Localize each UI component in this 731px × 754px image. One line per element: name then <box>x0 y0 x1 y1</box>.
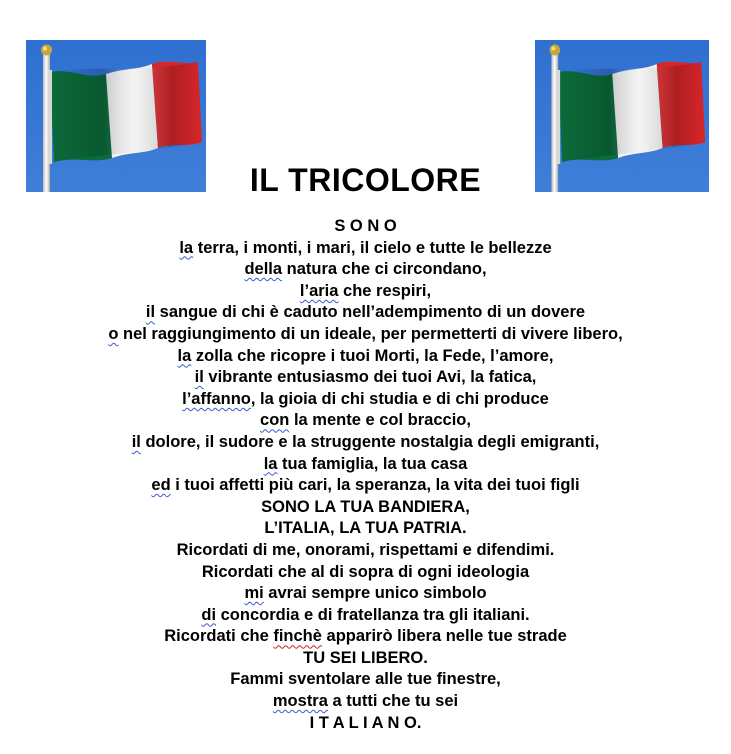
poem-text: L’ITALIA, LA TUA PATRIA. <box>264 519 467 538</box>
poem-line <box>0 713 731 735</box>
spellcheck-word: la <box>177 346 192 365</box>
poem-line <box>0 691 731 713</box>
spellcheck-word: il <box>194 368 204 387</box>
poem-line <box>0 540 731 562</box>
poem-line <box>0 518 731 540</box>
poem-text: I T A L I A N O. <box>309 713 422 732</box>
poem-line <box>0 475 731 497</box>
poem-line <box>0 238 731 260</box>
poem-text: dolore, il sudore e la struggente nostalgia degli emigranti, <box>140 432 600 451</box>
spellcheck-word: l’affanno <box>182 389 251 408</box>
page-title: IL TRICOLORE <box>249 162 482 198</box>
poem-line <box>0 454 731 476</box>
poem-text: S O N O <box>334 217 397 235</box>
spellcheck-word: il <box>131 432 141 451</box>
poem-line <box>0 367 731 389</box>
spellcheck-word: di <box>201 605 217 624</box>
poem-line <box>0 626 731 648</box>
spellcheck-word: finchè <box>273 627 322 646</box>
poem-text: vibrante entusiasmo dei tuoi Avi, la fatica, <box>203 368 537 387</box>
spellcheck-word: il <box>145 303 156 322</box>
poem-text: SONO LA TUA BANDIERA, <box>261 497 470 516</box>
poem-line <box>0 259 731 281</box>
poem-text: tua famiglia, la tua casa <box>277 454 468 473</box>
poem-line <box>0 302 731 324</box>
poem-text: concordia e di fratellanza tra gli italiani. <box>216 605 530 624</box>
poem-body <box>0 216 731 734</box>
poem-text: terra, i monti, i mari, il cielo e tutte le bellezze <box>193 238 552 257</box>
spellcheck-word: mostra <box>272 692 328 711</box>
poem-line <box>0 410 731 432</box>
poem-text: Ricordati di me, onorami, rispettami e difendimi. <box>176 540 555 559</box>
poem-line <box>0 389 731 411</box>
poem-text: Ricordati che al di sopra di ogni ideologia <box>201 562 530 581</box>
spellcheck-word: ed <box>151 476 171 495</box>
poem-text: nel raggiungimento di un ideale, per permetterti di vivere libero, <box>118 324 623 343</box>
spellcheck-word: o <box>108 324 119 343</box>
poem-text: che respiri, <box>338 281 432 300</box>
poem-text: i tuoi affetti più cari, la speranza, la vita dei tuoi figli <box>170 476 580 495</box>
poem-line <box>0 669 731 691</box>
poem-line <box>0 648 731 670</box>
poem-line <box>0 562 731 584</box>
poem-text: a tutti che tu sei <box>327 692 459 711</box>
spellcheck-word: mi <box>244 584 264 603</box>
poem-text: sangue di chi è caduto nell’adempimento di un dovere <box>155 303 586 322</box>
spellcheck-word: la <box>179 238 194 257</box>
poem-text: Fammi sventolare alle tue finestre, <box>230 670 501 689</box>
poem-text: zolla che ricopre i tuoi Morti, la Fede, l’amore, <box>191 346 554 365</box>
poem-line <box>0 324 731 346</box>
spellcheck-word: l’aria <box>299 281 339 300</box>
poem-text: Ricordati che <box>164 627 274 646</box>
spellcheck-word: con <box>260 411 290 430</box>
poem-line <box>0 583 731 605</box>
poem-text: natura che ci circondano, <box>282 260 487 279</box>
poem-text: avrai sempre unico simbolo <box>263 584 487 603</box>
poem-line <box>0 281 731 303</box>
poem-line <box>0 497 731 519</box>
poem-text: , la gioia di chi studia e di chi produce <box>250 389 549 408</box>
poem-line <box>0 432 731 454</box>
poem-line <box>0 346 731 368</box>
spellcheck-word: la <box>263 454 278 473</box>
poem-text: apparirò libera nelle tue strade <box>321 627 567 646</box>
poem-text: TU SEI LIBERO. <box>303 648 428 667</box>
spellcheck-word: della <box>244 260 283 279</box>
poem-text: la mente e col braccio, <box>289 411 471 430</box>
poem-line <box>0 216 731 238</box>
poem-line <box>0 605 731 627</box>
